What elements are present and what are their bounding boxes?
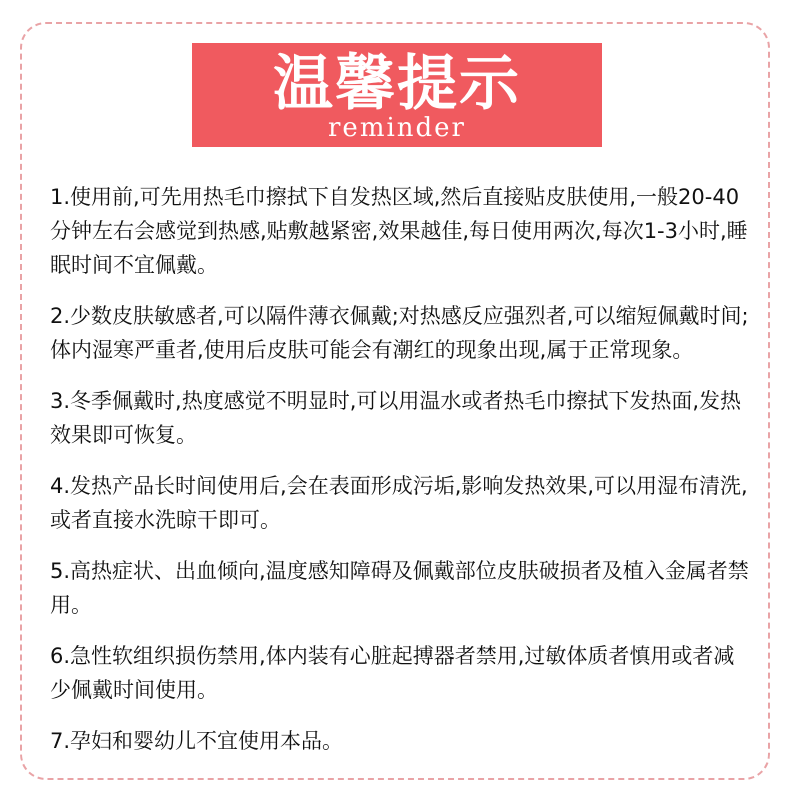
notes-list	[50, 180, 750, 775]
page-title: 温馨提示	[273, 49, 521, 119]
note-item-6: 6.急性软组织损伤禁用,体内装有心脏起搏器者禁用,过敏体质者慎用或者减少佩戴时间使用。	[50, 644, 735, 702]
note-item-7: 7.孕妇和婴幼儿不宜使用本品。	[50, 729, 344, 753]
note-item-3: 3.冬季佩戴时,热度感觉不明显时,可以用温水或者热毛巾擦拭下发热面,发热效果即可恢复。	[50, 389, 742, 447]
note-item-5: 5.高热症状、出血倾向,温度感知障碍及佩戴部位皮肤破损者及植入金属者禁用。	[50, 559, 749, 617]
page-subtitle: reminder	[328, 113, 466, 143]
title-banner	[192, 43, 602, 147]
note-item-4: 4.发热产品长时间使用后,会在表面形成污垢,影响发热效果,可以用湿布清洗,或者直接水洗晾干即可。	[50, 474, 748, 532]
note-item-2: 2.少数皮肤敏感者,可以隔件薄衣佩戴;对热感反应强烈者,可以缩短佩戴时间;体内湿寒严重者,使用后皮肤可能会有潮红的现象出现,属于正常现象。	[50, 304, 749, 362]
note-item-1: 1.使用前,可先用热毛巾擦拭下自发热区域,然后直接贴皮肤使用,一般20-40分钟左右会感觉到热感,贴敷越紧密,效果越佳,每日使用两次,每次1-3小时,睡眠时间不宜佩戴。	[50, 185, 748, 277]
